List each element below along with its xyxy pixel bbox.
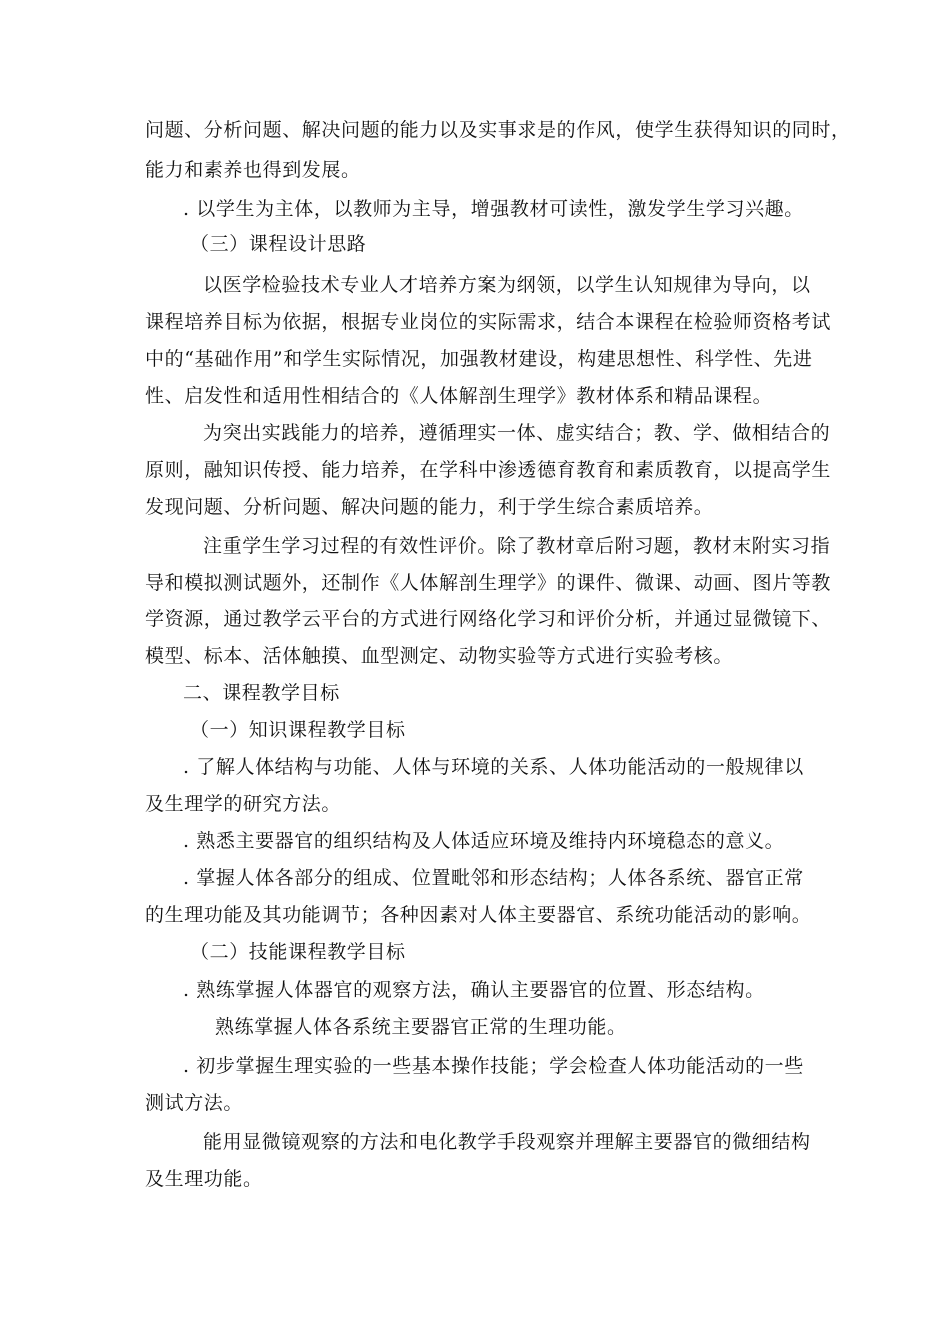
list-item: 能用显微镜观察的方法和电化教学手段观察并理解主要器官的微细结构 xyxy=(203,1131,811,1153)
paragraph-line: 导和模拟测试题外，还制作《人体解剖生理学》的课件、微课、动画、图片等教 xyxy=(145,572,832,594)
list-item: . 以学生为主体，以教师为主导，增强教材可读性，激发学生学习兴趣。 xyxy=(183,198,804,220)
text-line: 问题、分析问题、解决问题的能力以及实事求是的作风，使学生获得知识的同时， xyxy=(145,119,851,141)
paragraph-line: 注重学生学习过程的有效性评价。除了教材章后附习题，教材末附实习指 xyxy=(203,535,831,557)
list-item: . 熟悉主要器官的组织结构及人体适应环境及维持内环境稳态的意义。 xyxy=(183,830,785,852)
paragraph-line: 发现问题、分析问题、解决问题的能力，利于学生综合素质培养。 xyxy=(145,496,714,518)
list-item-continuation: 的生理功能及其功能调节；各种因素对人体主要器官、系统功能活动的影响。 xyxy=(145,904,812,926)
list-item: . 了解人体结构与功能、人体与环境的关系、人体功能活动的一般规律以 xyxy=(183,756,804,778)
subsection-heading: （一）知识课程教学目标 xyxy=(190,719,406,741)
list-item-continuation: 及生理学的研究方法。 xyxy=(145,793,342,815)
paragraph-line: 以医学检验技术专业人才培养方案为纲领，以学生认知规律为导向，以 xyxy=(203,274,811,296)
list-item: . 掌握人体各部分的组成、位置毗邻和形态结构；人体各系统、器官正常 xyxy=(183,867,804,889)
list-item: 熟练掌握人体各系统主要器官正常的生理功能。 xyxy=(215,1016,627,1038)
list-item-continuation: 测试方法。 xyxy=(145,1092,244,1114)
paragraph-line: 性、启发性和适用性相结合的《人体解剖生理学》教材体系和精品课程。 xyxy=(145,385,773,407)
subsection-heading: （二）技能课程教学目标 xyxy=(190,941,406,963)
paragraph-line: 为突出实践能力的培养，遵循理实一体、虚实结合；教、学、做相结合的 xyxy=(203,422,831,444)
text-line: 能力和素养也得到发展。 xyxy=(145,159,361,181)
list-item-continuation: 及生理功能。 xyxy=(145,1168,263,1190)
section-heading: （三）课程设计思路 xyxy=(190,233,367,255)
paragraph-line: 模型、标本、活体触摸、血型测定、动物实验等方式进行实验考核。 xyxy=(145,645,734,667)
paragraph-line: 学资源，通过教学云平台的方式进行网络化学习和评价分析，并通过显微镜下、 xyxy=(145,608,832,630)
section-heading: 二、课程教学目标 xyxy=(183,682,340,704)
paragraph-line: 课程培养目标为依据，根据专业岗位的实际需求，结合本课程在检验师资格考试 xyxy=(145,311,832,333)
paragraph-line: 中的“基础作用”和学生实际情况，加强教材建设，构建思想性、科学性、先进 xyxy=(145,348,813,370)
list-item: . 熟练掌握人体器官的观察方法，确认主要器官的位置、形态结构。 xyxy=(183,979,765,1001)
list-item: . 初步掌握生理实验的一些基本操作技能；学会检查人体功能活动的一些 xyxy=(183,1055,804,1077)
paragraph-line: 原则，融知识传授、能力培养，在学科中渗透德育教育和素质教育，以提高学生 xyxy=(145,459,832,481)
